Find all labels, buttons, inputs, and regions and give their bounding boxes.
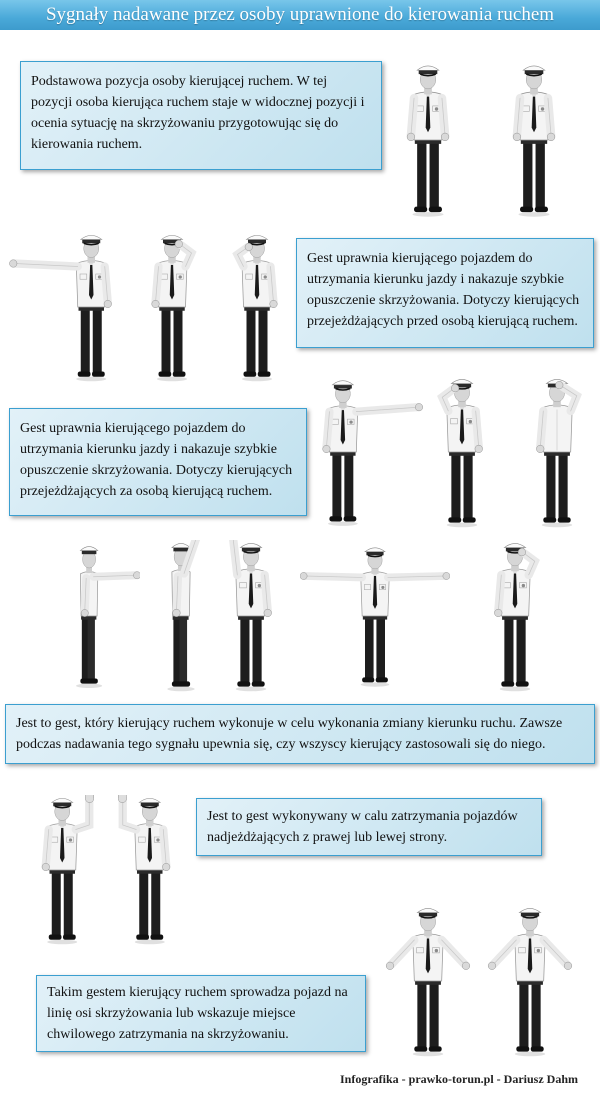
officer-arms-lowered-out-icon — [382, 905, 474, 1057]
info-box-pass-in-front: Gest uprawnia kierującego pojazdem do utrzymania kierunku jazdy i nakazuje szybkie opuszczenie skrzyżowania. Dotyczy kierujących przejeżdżających przed osobą kierującą ruchem. — [296, 238, 594, 348]
officer-back-hand-over-head-icon — [526, 376, 588, 528]
officer-side-hand-to-face-icon — [226, 232, 288, 382]
officer-standing-front-icon — [397, 60, 459, 220]
officer-arm-raised-icon — [220, 540, 282, 692]
officer-hand-to-head-icon — [431, 376, 493, 528]
credit-footer: Infografika - prawko-torun.pl - Dariusz Dahm — [340, 1072, 579, 1086]
officer-arms-outstretched-icon — [300, 540, 450, 692]
officer-hand-to-head-icon — [141, 232, 203, 382]
officer-standing-front-icon — [503, 60, 565, 220]
officer-arms-lowered-out-icon — [484, 905, 576, 1057]
officer-side-arm-forward-icon — [60, 540, 140, 692]
officer-arm-pointing-left-icon — [6, 232, 124, 382]
officer-hand-to-head-icon — [484, 540, 546, 692]
officer-stop-palm-raised-icon — [110, 795, 182, 945]
officer-stop-palm-raised-icon — [30, 795, 102, 945]
info-box-stop-vehicles: Jest to gest wykonywany w calu zatrzymania pojazdów nadjeżdżających z prawej lub lewej strony. — [196, 798, 542, 856]
info-box-stop-position: Takim gestem kierujący ruchem sprowadza pojazd na linię osi skrzyżowania lub wskazuje miejsce chwilowego zatrzymania na skrzyżowaniu. — [36, 975, 366, 1052]
info-box-change-direction: Jest to gest, który kierujący ruchem wykonuje w celu wykonania zmiany kierunku ruchu. Zawsze podczas nadawania tego sygnału upewnia się, czy wszyscy kierujący zastosowali się do niego. — [5, 704, 595, 764]
info-box-pass-behind: Gest uprawnia kierującego pojazdem do utrzymania kierunku jazdy i nakazuje szybkie opuszczenie skrzyżowania. Dotyczy kierujących przejeżdżających za osobą kierującą ruchem. — [9, 408, 307, 516]
officer-side-arm-up-icon — [150, 540, 212, 692]
page-title: Sygnały nadawane przez osoby uprawnione do kierowania ruchem — [0, 0, 600, 30]
info-box-basic-position: Podstawowa pozycja osoby kierującej ruchem. W tej pozycji osoba kierująca ruchem staje w widocznej pozycji i ocenia sytuację na skrzyżowaniu przygotowując się do kierowania ruchem. — [20, 61, 382, 170]
officer-arm-pointing-right-icon — [313, 376, 425, 528]
